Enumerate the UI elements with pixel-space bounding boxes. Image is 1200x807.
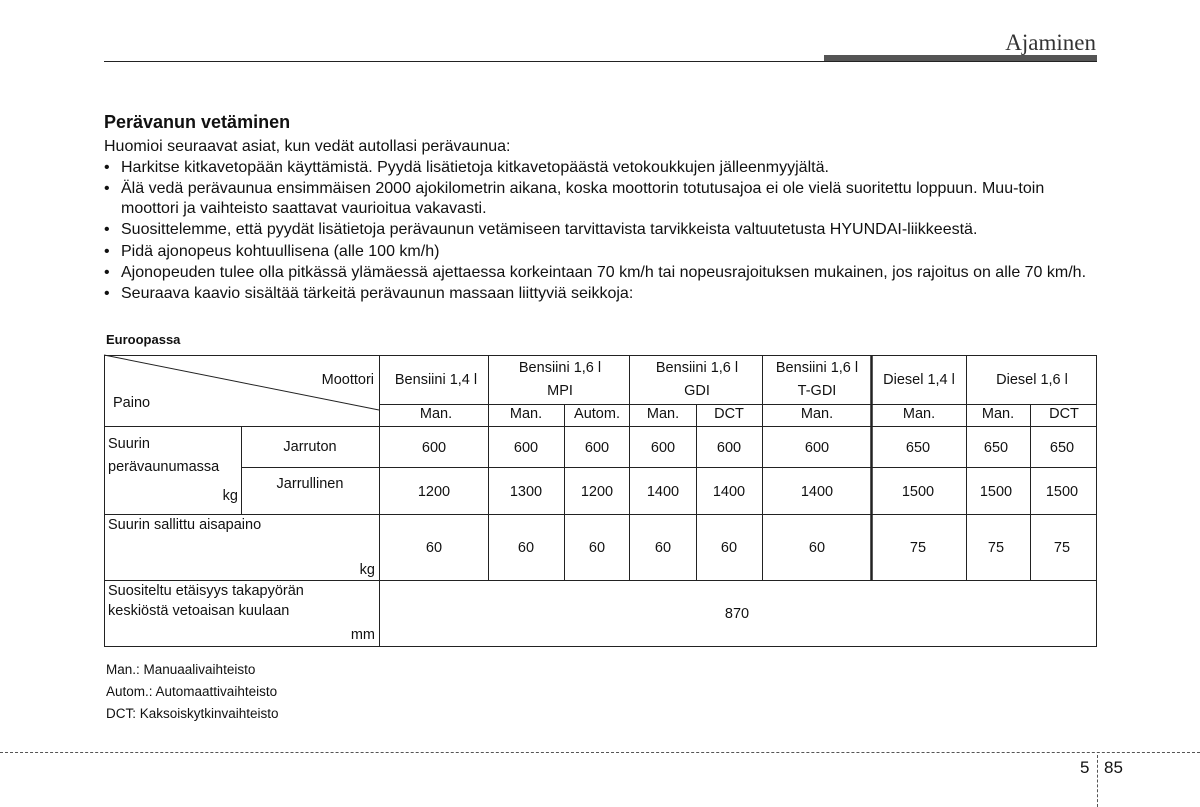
row-label: keskiöstä vetoaisan kuulaan xyxy=(108,603,290,619)
transmission-cell: Man. xyxy=(981,406,1015,422)
bullet-item: • Suosittelemme, että pyydät lisätietoja perävaunun vetämiseen tarvittavista tarvikkeista valtuutetusta HYUNDAI-liikkeestä. xyxy=(104,220,1097,240)
bullet-item: • Älä vedä perävaunua ensimmäisen 2000 ajokilometrin aikana, koska moottorin totutusajoa ei ole vielä suoritettu loppuun. Muu-toin moottori ja vaihteisto saattavat vaurioitua vakavasti. xyxy=(104,179,1097,219)
value-cell: 1400 xyxy=(800,484,834,500)
value-cell: 1400 xyxy=(646,484,680,500)
bullet-item: • Harkitse kitkavetopään käyttämistä. Pyydä lisätietoja kitkavetopäästä vetokoukkujen jälleenmyyjältä. xyxy=(104,158,1097,178)
chapter-title: Ajaminen xyxy=(1005,30,1096,55)
transmission-cell: Autom. xyxy=(574,406,620,422)
value-cell: 60 xyxy=(588,540,606,556)
value-cell: 60 xyxy=(808,540,826,556)
bullet-item: • Pidä ajonopeus kohtuullisena (alle 100 km/h) xyxy=(104,242,1097,262)
row-label: Suurin sallittu aisapaino xyxy=(108,517,262,533)
row-label: Suositeltu etäisyys takapyörän xyxy=(108,583,304,599)
abbreviation-notes xyxy=(106,659,279,725)
unit-label: mm xyxy=(350,627,375,643)
engine-header: Bensiini 1,6 l xyxy=(518,360,602,376)
transmission-cell: Man. xyxy=(419,406,453,422)
row-label: Suurin xyxy=(108,436,150,452)
engine-header: GDI xyxy=(684,383,710,399)
value-cell: 870 xyxy=(724,606,750,622)
value-cell: 600 xyxy=(513,440,539,456)
value-cell: 1300 xyxy=(509,484,543,500)
value-cell: 600 xyxy=(421,440,447,456)
bullet-item: • Ajonopeuden tulee olla pitkässä ylämäessä ajettaessa korkeintaan 70 km/h tai nopeusrajoituksen mukainen, jos rajoitus on alle 70 km/h. xyxy=(104,263,1097,283)
value-cell: 75 xyxy=(1053,540,1071,556)
value-cell: 600 xyxy=(650,440,676,456)
value-cell: 600 xyxy=(716,440,742,456)
chapter-number: 5 xyxy=(1080,758,1090,777)
value-cell: 1500 xyxy=(1045,484,1079,500)
header-weight-label: Paino xyxy=(113,395,151,411)
transmission-cell: Man. xyxy=(902,406,936,422)
value-cell: 1200 xyxy=(417,484,451,500)
value-cell: 600 xyxy=(804,440,830,456)
value-cell: 60 xyxy=(517,540,535,556)
footer-divider xyxy=(1097,755,1098,807)
engine-header: Diesel 1,4 l xyxy=(883,372,955,388)
section-title: Perävanun vetäminen xyxy=(104,112,291,132)
value-cell: 1200 xyxy=(580,484,614,500)
transmission-cell: Man. xyxy=(646,406,680,422)
intro-text: Huomioi seuraavat asiat, kun vedät autollasi perävaunua: xyxy=(104,138,511,155)
engine-header: Bensiini 1,4 l xyxy=(394,372,478,388)
bullet-item: • Seuraava kaavio sisältää tärkeitä perävaunun massaan liittyviä seikkoja: xyxy=(104,284,1097,304)
transmission-cell: DCT xyxy=(1049,406,1079,422)
engine-header: MPI xyxy=(547,383,573,399)
transmission-cell: DCT xyxy=(714,406,744,422)
table-caption: Euroopassa xyxy=(106,332,181,347)
note-line: DCT: Kaksoiskytkinvaihteisto xyxy=(106,706,279,721)
value-cell: 75 xyxy=(909,540,927,556)
header-engine-label: Moottori xyxy=(321,372,374,388)
value-cell: 600 xyxy=(584,440,610,456)
value-cell: 650 xyxy=(983,440,1009,456)
page-number: 85 xyxy=(1104,758,1123,777)
footer-rule xyxy=(0,752,1200,753)
value-cell: 1400 xyxy=(712,484,746,500)
engine-header: Bensiini 1,6 l xyxy=(655,360,739,376)
sub-row-label: Jarrullinen xyxy=(276,476,344,492)
value-cell: 75 xyxy=(987,540,1005,556)
value-cell: 650 xyxy=(905,440,931,456)
note-line: Autom.: Automaattivaihteisto xyxy=(106,684,278,699)
sub-row-label: Jarruton xyxy=(283,439,337,455)
transmission-cell: Man. xyxy=(509,406,543,422)
value-cell: 60 xyxy=(425,540,443,556)
value-cell: 1500 xyxy=(979,484,1013,500)
unit-label: kg xyxy=(359,562,375,578)
unit-label: kg xyxy=(222,488,238,504)
transmission-cell: Man. xyxy=(800,406,834,422)
row-label: perävaunumassa xyxy=(108,459,220,475)
value-cell: 60 xyxy=(654,540,672,556)
value-cell: 60 xyxy=(720,540,738,556)
engine-header: Bensiini 1,6 l xyxy=(775,360,859,376)
engine-header: T-GDI xyxy=(797,383,837,399)
engine-header: Diesel 1,6 l xyxy=(996,372,1068,388)
value-cell: 1500 xyxy=(901,484,935,500)
note-line: Man.: Manuaalivaihteisto xyxy=(106,662,256,677)
value-cell: 650 xyxy=(1049,440,1075,456)
